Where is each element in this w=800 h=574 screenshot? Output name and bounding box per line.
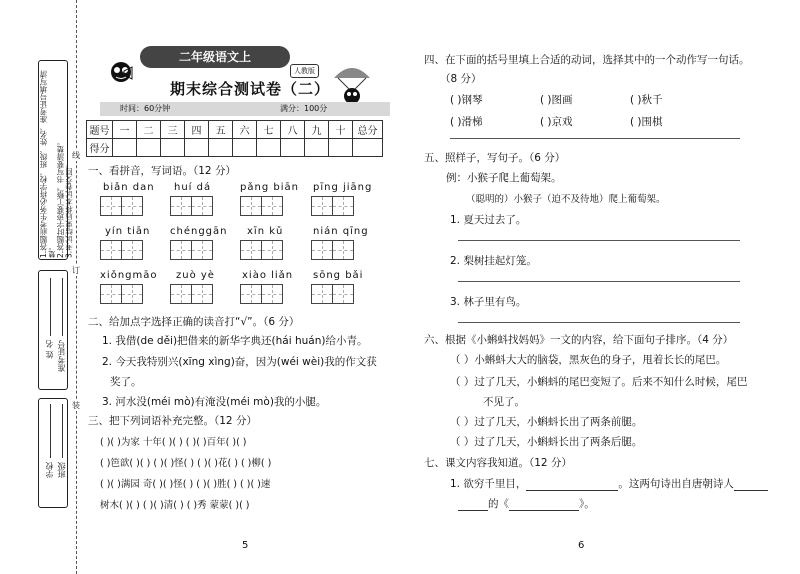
poem-question (458, 496, 595, 511)
table-cell: 六 (233, 121, 257, 139)
pinyin: pīng jiāng (313, 182, 373, 193)
example-line: （聪明的）小猴子（迫不及待地）爬上葡萄架。 (466, 194, 666, 205)
table-cell: 得分 (87, 139, 113, 157)
score-cell[interactable] (161, 139, 185, 157)
score-cell[interactable] (329, 139, 353, 157)
pinyin: pǎng biān (240, 182, 299, 193)
poem-text: 》。 (579, 498, 595, 510)
id-label: 准考证号 (57, 340, 66, 372)
verb-item: ( )滑梯 (450, 116, 483, 128)
idiom-line: ( )( )满园 奇( )( )怪( ) ( )( )胜( ) ( )( )速 (100, 479, 271, 490)
writing-grid[interactable] (311, 240, 353, 260)
exam-title: 期末综合测试卷（二） (170, 80, 331, 98)
question-line: 1. 我借(de děi)把借来的新华字典还(hái huán)给小青。 (102, 335, 368, 347)
verb-item: ( )图画 (540, 94, 573, 106)
time-label: 时间：60分钟 (120, 104, 171, 113)
pinyin: biǎn dan (103, 182, 155, 193)
score-label: 满分：100分 (280, 104, 328, 113)
section-3-title: 三、把下列词语补充完整。（12 分） (88, 415, 257, 427)
writing-grid[interactable] (170, 240, 212, 260)
writing-grid[interactable] (100, 196, 142, 216)
table-cell: 五 (209, 121, 233, 139)
table-cell: 总分 (353, 121, 383, 139)
order-item: 不见了。 (483, 396, 525, 408)
page-number: 5 (242, 540, 249, 551)
score-cell[interactable] (185, 139, 209, 157)
table-cell: 二 (137, 121, 161, 139)
question-line: 奖了。 (110, 376, 142, 388)
meta-bar (100, 102, 390, 116)
cut-line (76, 0, 77, 574)
section-4-title: 四、在下面的括号里填上合适的动词，选择其中的一个动作写一句话。 (424, 54, 750, 66)
question-line: 3. 河水没(méi mò)有淹没(méi mò)我的小腿。 (102, 396, 327, 408)
section-2-title: 二、给加点字选择正确的读音打“√”。（6 分） (88, 316, 300, 328)
pinyin: nián qīng (313, 226, 369, 237)
megaphone-icon (122, 66, 140, 80)
verb-item: ( )钢琴 (450, 94, 483, 106)
parachute-bird-icon (330, 62, 374, 106)
section-4-score: （8 分） (440, 73, 482, 85)
score-cell[interactable] (137, 139, 161, 157)
idiom-line: ( )笆歆( )( ) ( )( )怪( ) ( )( )花( ) ( )柳( ) (100, 458, 272, 469)
page-number: 6 (578, 540, 585, 551)
table-cell: 三 (161, 121, 185, 139)
score-input-row (87, 139, 383, 157)
pinyin: xīn kǔ (247, 226, 284, 237)
edition-badge: 人教版 (290, 64, 319, 78)
writing-grid[interactable] (170, 196, 212, 216)
section-1-title: 一、看拼音，写词语。（12 分） (88, 165, 236, 177)
pinyin: xiǒngmāo (100, 270, 158, 281)
score-table (86, 120, 383, 157)
score-cell[interactable] (281, 139, 305, 157)
question-line: 3. 林子里有鸟。 (450, 296, 527, 308)
grade-banner: 二年级语文上 (140, 46, 290, 68)
cut-char: 装 (72, 401, 80, 410)
blank[interactable] (526, 490, 618, 491)
binding-strip (0, 0, 82, 574)
score-cell[interactable] (353, 139, 383, 157)
order-item: （ ）过了几天，小蝌蚪长出了两条前腿。 (450, 416, 643, 428)
table-cell: 八 (281, 121, 305, 139)
class-label: 班级 (57, 462, 66, 478)
writing-grid[interactable] (240, 196, 282, 216)
blank[interactable] (458, 510, 488, 511)
score-cell[interactable] (305, 139, 329, 157)
example-line: 例：小猴子爬上葡萄架。 (446, 172, 562, 184)
cut-char: 订 (72, 266, 80, 275)
order-item: （ ）过了几天，小蝌蚪长出了两条后腿。 (450, 436, 643, 448)
student-id-box (38, 270, 68, 390)
blank[interactable] (734, 490, 768, 491)
score-cell[interactable] (113, 139, 137, 157)
section-5-title: 五、照样子，写句子。（6 分） (424, 152, 566, 164)
idiom-line: ( )( )为家 十年( )( ) ( )( )百年( )( ) (100, 437, 247, 448)
answer-line[interactable] (458, 322, 740, 323)
table-cell: 七 (257, 121, 281, 139)
writing-grid[interactable] (311, 284, 353, 304)
writing-grid[interactable] (240, 284, 282, 304)
answer-line[interactable] (458, 240, 740, 241)
table-cell: 一 (113, 121, 137, 139)
question-line: 1. 夏天过去了。 (450, 214, 527, 226)
pinyin: chénggān (170, 226, 228, 237)
answer-line[interactable] (450, 138, 740, 139)
section-6-title: 六、根据《小蝌蚪找妈妈》一文的内容，给下面句子排序。（4 分） (424, 334, 734, 346)
table-cell: 题号 (87, 121, 113, 139)
table-cell: 十 (329, 121, 353, 139)
verb-item: ( )京戏 (540, 116, 573, 128)
answer-line[interactable] (458, 281, 740, 282)
table-cell: 九 (305, 121, 329, 139)
table-cell: 四 (185, 121, 209, 139)
school-label: 学校 (45, 462, 54, 478)
poem-text: 。这两句诗出自唐朝诗人 (618, 478, 734, 490)
idiom-line: 树木( )( ) ( )( )清( ) ( )秀 蒙蒙( )( ) (100, 500, 250, 511)
exam-notes: 1.答题前考生务必将学校、班级、姓名、准考证号填写清楚。 2.答题时字迹要工整，书写要清楚。 3.考试结束后将本试卷交回。 (39, 70, 74, 258)
section-7-title: 七、课文内容我知道。（12 分） (424, 457, 572, 469)
order-item: （ ）小蝌蚪大大的脑袋，黑灰色的身子，甩着长长的尾巴。 (450, 354, 727, 366)
question-line: 2. 梨树挂起灯笼。 (450, 255, 537, 267)
score-cell[interactable] (209, 139, 233, 157)
school-line (50, 404, 51, 458)
score-cell[interactable] (257, 139, 281, 157)
order-item: （ ）过了几天，小蝌蚪的尾巴变短了。后来不知什么时候，尾巴 (450, 376, 748, 388)
name-line (50, 278, 51, 336)
question-line: 2. 今天我特别兴(xīng xìng)奋，因为(wéi wèi)我的作文获 (102, 356, 377, 368)
poem-text: 的《 (488, 498, 509, 510)
pinyin: huí dá (174, 182, 212, 193)
verb-item: ( )秋千 (630, 94, 663, 106)
writing-grid[interactable] (240, 240, 282, 260)
cut-char: 线 (72, 151, 80, 160)
score-cell[interactable] (233, 139, 257, 157)
score-header-row (87, 121, 383, 139)
school-box (38, 398, 68, 508)
writing-grid[interactable] (100, 284, 142, 304)
pinyin: zuò yè (176, 270, 215, 281)
writing-grid[interactable] (170, 284, 212, 304)
class-line (62, 404, 63, 458)
verb-item: ( )围棋 (630, 116, 663, 128)
pinyin: yín tiān (105, 226, 151, 237)
blank[interactable] (509, 510, 579, 511)
writing-grid[interactable] (100, 240, 142, 260)
poem-question (450, 476, 768, 491)
name-label: 姓 名 (45, 340, 54, 359)
pinyin: xiào liǎn (242, 270, 294, 281)
writing-grid[interactable] (311, 196, 353, 216)
id-line (62, 278, 63, 336)
poem-text: 1. 欲穷千里目， (450, 478, 527, 490)
pinyin: sōng bǎi (313, 270, 364, 281)
